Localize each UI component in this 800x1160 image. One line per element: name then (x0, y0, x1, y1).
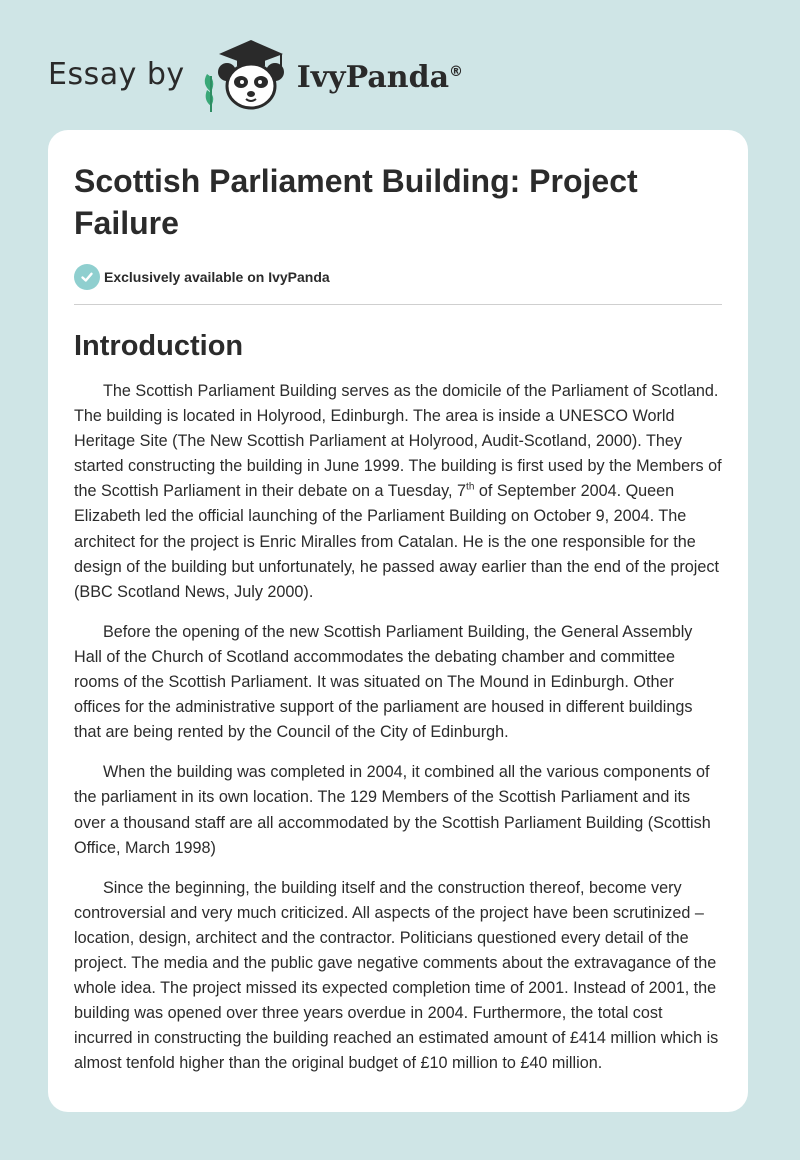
section-heading: Introduction (74, 330, 244, 362)
exclusive-label: Exclusively available on IvyPanda (104, 269, 330, 285)
paragraph: When the building was completed in 2004, it combined all the various components of the parliament in its own location. The 129 Members of the Scottish Parliament and its over a thousand staff are all accommodated by the Scottish Parliament Building (Scottish Office, March 1998) (74, 763, 711, 857)
exclusive-badge (74, 264, 722, 290)
paragraph: The Scottish Parliament Building serves as the domicile of the Parliament of Scotland. The building is located in Holyrood, Edinburgh. The area is inside a UNESCO World Heritage Site (The New Scottish Parliament at Holyrood, Audit-Scotland, 2000). They started constructing the building in June 1999. The building is first used by the Members of the Scottish Parliament in their debate on a Tuesday, 7th of September 2004. Queen Elizabeth led the official launching of the Parliament Building on October 9, 2004. The architect for the project is Enric Miralles from Catalan. He is the one responsible for the design of the building but unfortunately, he passed away earlier than the end of the project (BBC Scotland News, July 2000). (74, 382, 722, 601)
article-card (48, 130, 748, 1112)
divider (74, 304, 722, 305)
panda-graduate-icon (197, 34, 293, 114)
brand-name: IvyPanda® (296, 59, 464, 95)
brand-header[interactable] (48, 34, 463, 114)
page-title: Scottish Parliament Building: Project Failure (74, 163, 638, 241)
check-icon (74, 264, 100, 290)
brand-prefix: Essay by (48, 56, 185, 92)
paragraph: Before the opening of the new Scottish Parliament Building, the General Assembly Hall of the Church of Scotland accommodates the debating chamber and committee rooms of the Scottish Parliament. It was situated on The Mound in Edinburgh. Other offices for the administrative support of the parliament are housed in different buildings that are being rented by the Council of the City of Edinburgh. (74, 622, 693, 742)
paragraph: Since the beginning, the building itself and the construction thereof, become very controversial and very much criticized. All aspects of the project have been scrutinized – location, design, architect and the contractor. Politicians questioned every detail of the project. The media and the public gave negative comments about the extravagance of the whole idea. The project missed its expected completion time of 2001. Instead of 2001, the building was opened over three years overdue in 2004. Furthermore, the total cost incurred in constructing the building reached an estimated amount of £414 million which is almost tenfold higher than the original budget of £10 million to £40 million. (74, 878, 719, 1073)
